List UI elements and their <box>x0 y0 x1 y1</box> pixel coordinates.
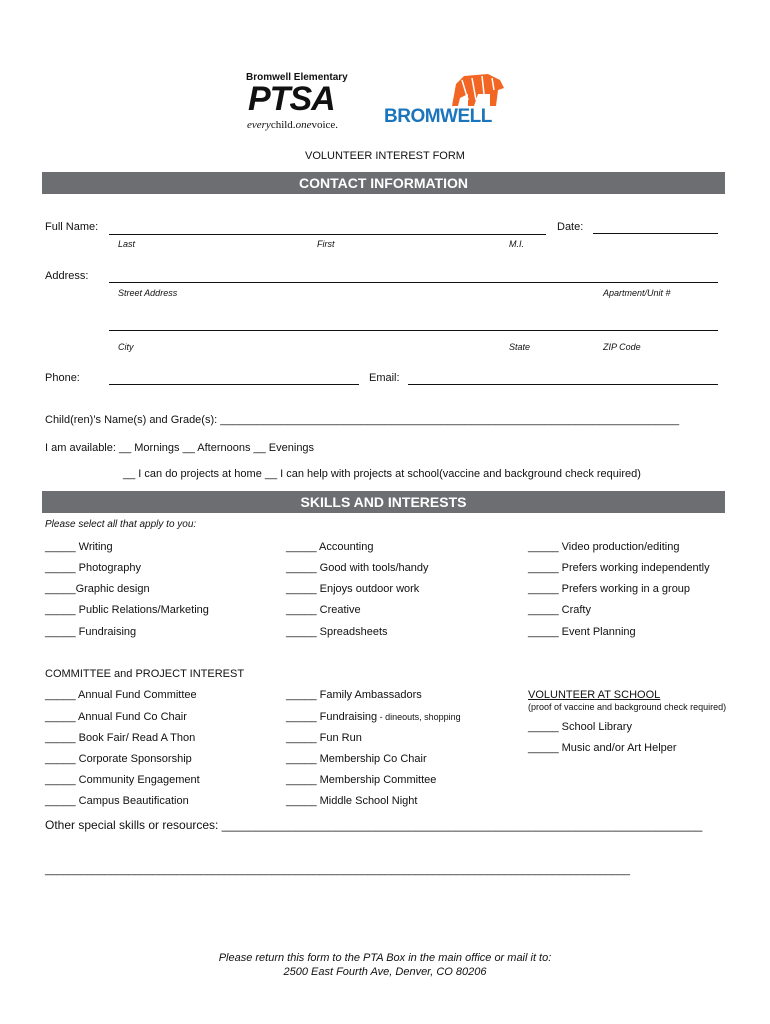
return-instructions: Please return this form to the PTA Box in the main office or mail it to: <box>218 952 552 964</box>
skill-accounting[interactable]: _____ Accounting <box>286 541 374 553</box>
city-state-zip-field[interactable] <box>109 330 718 331</box>
other-skills-field[interactable]: Other special skills or resources: ________________________________________________________________________ <box>45 818 703 832</box>
volunteer-school-library[interactable]: _____ School Library <box>528 721 632 733</box>
committee-fundraising-label: _____ Fundraising <box>286 711 378 723</box>
committee-family-ambassadors[interactable]: _____ Family Ambassadors <box>286 689 422 701</box>
email-field[interactable] <box>408 384 718 385</box>
committee-middle-school-night[interactable]: _____ Middle School Night <box>286 795 418 807</box>
committee-fundraising[interactable] <box>286 711 461 723</box>
skill-outdoor-work[interactable]: _____ Enjoys outdoor work <box>286 583 420 595</box>
skill-photography[interactable]: _____ Photography <box>45 562 142 574</box>
tagline-voice: voice. <box>311 119 339 131</box>
committee-annual-fund[interactable]: _____ Annual Fund Committee <box>45 689 197 701</box>
tagline-every: every <box>247 119 271 131</box>
zip-caption: ZIP Code <box>603 342 641 352</box>
tagline-one: one <box>295 119 312 131</box>
street-address-field[interactable] <box>109 282 718 283</box>
phone-field[interactable] <box>109 384 359 385</box>
state-caption: State <box>509 342 531 352</box>
full-name-field[interactable] <box>109 234 546 235</box>
tagline-child: child. <box>270 119 296 131</box>
skill-spreadsheets[interactable]: _____ Spreadsheets <box>286 626 388 638</box>
skill-work-in-group[interactable]: _____ Prefers working in a group <box>528 583 691 595</box>
mailing-address: 2500 East Fourth Ave, Denver, CO 80206 <box>283 966 487 978</box>
select-note: Please select all that apply to you: <box>45 519 197 530</box>
committee-fun-run[interactable]: _____ Fun Run <box>286 732 362 744</box>
skill-event-planning[interactable]: _____ Event Planning <box>528 626 636 638</box>
date-label: Date: <box>557 221 584 233</box>
first-name-caption: First <box>317 239 335 249</box>
apt-unit-caption: Apartment/Unit # <box>603 288 671 298</box>
committee-membership-co-chair[interactable]: _____ Membership Co Chair <box>286 753 427 765</box>
skill-writing[interactable]: _____ Writing <box>45 541 113 553</box>
skill-graphic-design[interactable]: _____Graphic design <box>45 583 150 595</box>
skill-fundraising[interactable]: _____ Fundraising <box>45 626 137 638</box>
volunteer-at-school-heading: VOLUNTEER AT SCHOOL <box>528 689 661 701</box>
children-field[interactable]: Child(ren)’s Name(s) and Grade(s): ___________________________________________________________________________ <box>45 414 680 426</box>
ptsa-wordmark: PTSA <box>248 80 335 118</box>
date-field[interactable] <box>593 233 718 234</box>
skill-creative[interactable]: _____ Creative <box>286 604 361 616</box>
skill-crafty[interactable]: _____ Crafty <box>528 604 591 616</box>
bear-icon <box>448 70 506 110</box>
phone-label: Phone: <box>45 372 80 384</box>
contact-section-header: CONTACT INFORMATION <box>42 172 725 194</box>
project-options[interactable]: __ I can do projects at home __ I can help with projects at school(vaccine and background check required) <box>123 468 641 480</box>
middle-initial-caption: M.I. <box>509 239 524 249</box>
ptsa-tagline <box>247 119 338 131</box>
committee-book-fair[interactable]: _____ Book Fair/ Read A Thon <box>45 732 196 744</box>
school-name: Bromwell Elementary <box>246 72 348 83</box>
address-label: Address: <box>45 270 89 282</box>
skill-public-relations[interactable]: _____ Public Relations/Marketing <box>45 604 209 616</box>
bromwell-wordmark: BROMWELL <box>384 106 492 127</box>
availability-options[interactable]: I am available: __ Mornings __ Afternoons __ Evenings <box>45 442 315 454</box>
skills-section-header: SKILLS AND INTERESTS <box>42 491 725 513</box>
form-title: VOLUNTEER INTEREST FORM <box>305 150 465 162</box>
skill-work-independently[interactable]: _____ Prefers working independently <box>528 562 710 574</box>
committee-campus-beautification[interactable]: _____ Campus Beautification <box>45 795 189 807</box>
city-caption: City <box>118 342 134 352</box>
other-skills-blank-line[interactable]: __________________________________________________________________________________________________ <box>45 864 630 876</box>
volunteer-music-art-helper[interactable]: _____ Music and/or Art Helper <box>528 742 677 754</box>
fundraising-note: - dineouts, shopping <box>377 712 461 722</box>
street-address-caption: Street Address <box>118 288 178 298</box>
last-name-caption: Last <box>118 239 136 249</box>
skill-video-production[interactable]: _____ Video production/editing <box>528 541 680 553</box>
full-name-label: Full Name: <box>45 221 99 233</box>
volunteer-at-school-note: (proof of vaccine and background check required) <box>528 702 727 712</box>
committee-community-engagement[interactable]: _____ Community Engagement <box>45 774 200 786</box>
skill-tools[interactable]: _____ Good with tools/handy <box>286 562 429 574</box>
committee-membership[interactable]: _____ Membership Committee <box>286 774 437 786</box>
email-label: Email: <box>369 372 400 384</box>
committee-annual-fund-co-chair[interactable]: _____ Annual Fund Co Chair <box>45 711 187 723</box>
committee-corporate-sponsorship[interactable]: _____ Corporate Sponsorship <box>45 753 192 765</box>
committee-heading: COMMITTEE and PROJECT INTEREST <box>45 668 245 680</box>
